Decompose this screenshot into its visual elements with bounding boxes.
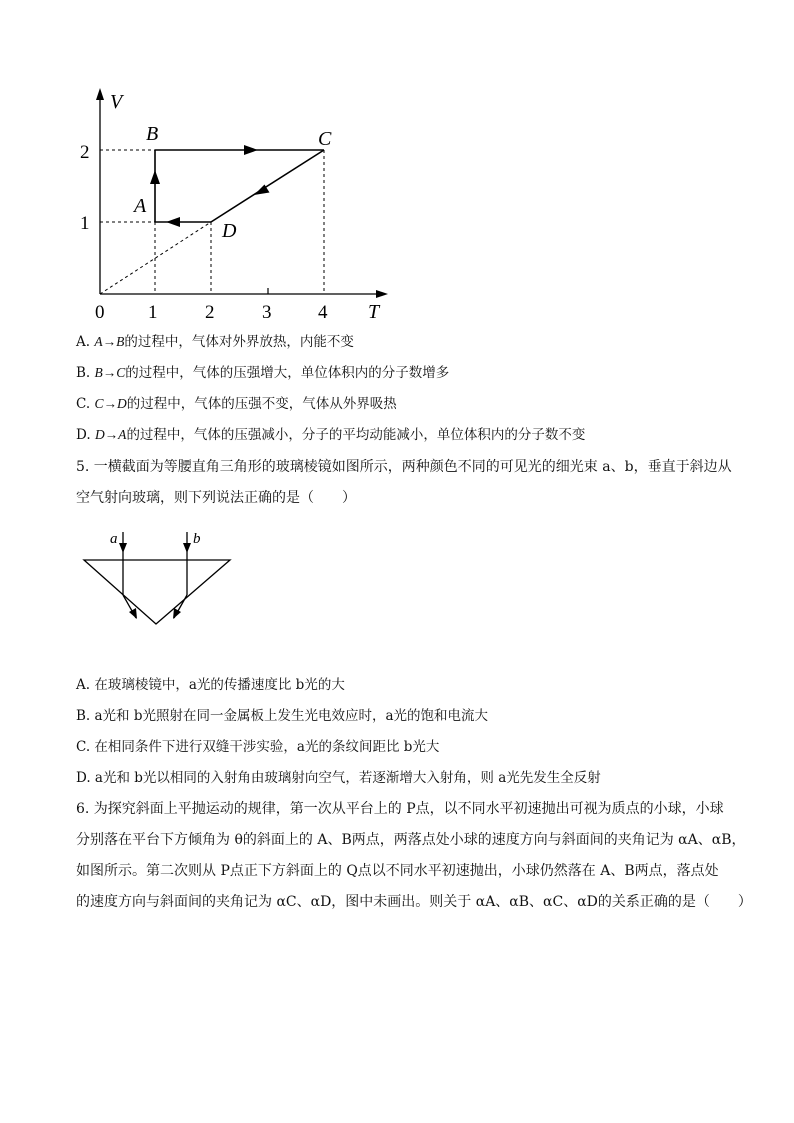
option-text: 的过程中，气体的压强不变，气体从外界吸热 [126, 396, 397, 412]
q6-stem-line2: 分别落在平台下方倾角为 θ的斜面上的 A、B两点，两落点处小球的速度方向与斜面间的夹角记为 αA、αB， [76, 832, 746, 848]
y-tick-1: 1 [80, 213, 90, 234]
beam-a-label: a [110, 531, 118, 547]
option-process: D→A [94, 427, 127, 442]
x-tick-3: 3 [262, 302, 272, 323]
x-tick-1: 1 [148, 302, 158, 323]
q5-option-d: D. a光和 b光以相同的入射角由玻璃射向空气，若逐渐增大入射角，则 a光先发生全反射 [76, 770, 601, 786]
point-b-label: B [146, 123, 159, 145]
option-process: C→D [94, 396, 127, 411]
q4-option-a [76, 333, 354, 351]
prism-triangle [84, 560, 230, 624]
option-text: 的过程中，气体对外界放热，内能不变 [124, 334, 354, 350]
q5-option-c: C. 在相同条件下进行双缝干涉实验，a光的条纹间距比 b光大 [76, 739, 440, 755]
option-process: A→B [94, 334, 125, 349]
q6-stem-line1: 6. 为探究斜面上平抛运动的规律，第一次从平台上的 P点，以不同水平初速抛出可视为质点的小球，小球 [76, 801, 724, 817]
option-process: B→C [94, 365, 126, 380]
option-letter: C. [76, 396, 91, 412]
x-tick-2: 2 [205, 302, 215, 323]
q5-stem-line2: 空气射向玻璃，则下列说法正确的是（ ） [76, 490, 356, 506]
point-c-label: C [318, 128, 332, 150]
q5-stem-line1: 5. 一横截面为等腰直角三角形的玻璃棱镜如图所示，两种颜色不同的可见光的细光束 a、b，垂直于斜边从 [76, 459, 732, 475]
y-tick-2: 2 [80, 142, 90, 163]
q4-option-c [76, 395, 397, 413]
prism-figure [0, 520, 794, 660]
vt-graph [0, 0, 794, 330]
q6-stem-line4: 的速度方向与斜面间的夹角记为 αC、αD，图中未画出。则关于 αA、αB、αC、αD的关系正确的是（ ） [76, 894, 752, 910]
q4-option-b [76, 364, 449, 382]
q4-option-d [76, 426, 585, 444]
option-letter: B. [76, 365, 91, 381]
point-a-label: A [134, 195, 147, 217]
x-axis-label: T [368, 301, 380, 323]
q5-option-b: B. a光和 b光照射在同一金属板上发生光电效应时，a光的饱和电流大 [76, 708, 489, 724]
y-axis-label: V [110, 91, 123, 113]
q5-option-a: A. 在玻璃棱镜中，a光的传播速度比 b光的大 [76, 677, 345, 693]
option-letter: D. [76, 427, 91, 443]
option-letter: A. [76, 334, 91, 350]
q6-stem-line3: 如图所示。第二次则从 P点正下方斜面上的 Q点以不同水平初速抛出，小球仍然落在 A、B两点，落点处 [76, 863, 719, 879]
option-text: 的过程中，气体的压强减小，分子的平均动能减小，单位体积内的分子数不变 [126, 427, 586, 443]
arrow-ab [150, 170, 160, 184]
arrow-da [166, 217, 180, 227]
arrow-bc [244, 145, 258, 155]
option-text: 的过程中，气体的压强增大，单位体积内的分子数增多 [125, 365, 450, 381]
point-d-label: D [222, 220, 237, 242]
x-tick-0: 0 [95, 302, 105, 323]
x-tick-4: 4 [318, 302, 328, 323]
beam-b-label: b [193, 531, 201, 547]
process-cd [211, 150, 324, 222]
